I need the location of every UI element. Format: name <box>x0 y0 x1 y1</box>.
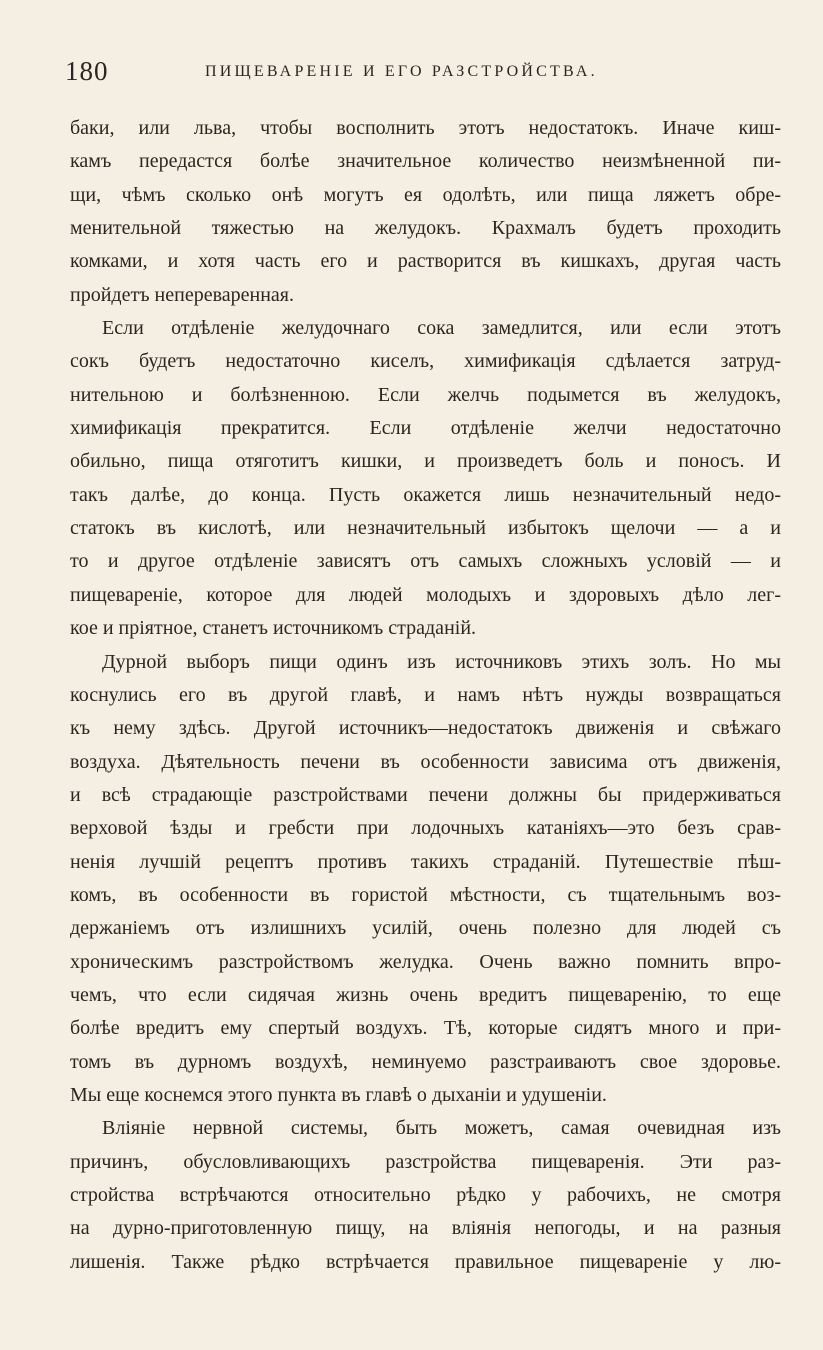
text-line: лишенія. Также рѣдко встрѣчается правильное пищевареніе у лю- <box>70 1250 781 1273</box>
text-line: хроническимъ разстройствомъ желудка. Очень важно помнить впро- <box>70 950 781 973</box>
paragraph-start-line: Вліяніе нервной системы, быть можетъ, самая очевидная изъ <box>102 1117 781 1140</box>
text-line: держаніемъ отъ излишнихъ усилій, очень полезно для людей съ <box>70 917 781 940</box>
text-line: то и другое отдѣленіе зависятъ отъ самыхъ сложныхъ условій — и <box>70 550 781 573</box>
text-line: Мы еще коснемся этого пункта въ главѣ о дыханіи и удушеніи. <box>70 1083 607 1106</box>
running-title: ПИЩЕВАРЕНІЕ И ЕГО РАЗСТРОЙСТВА. <box>205 63 598 80</box>
text-line: ненія лучшій рецептъ противъ такихъ страданій. Путешествіе пѣш- <box>70 850 781 873</box>
text-line: пройдетъ непереваренная. <box>70 283 294 306</box>
text-line: и всѣ страдающіе разстройствами печени должны бы придерживаться <box>70 783 781 806</box>
text-line: на дурно-приготовленную пищу, на вліянія непогоды, и на разныя <box>70 1217 781 1240</box>
text-line: къ нему здѣсь. Другой источникъ—недостатокъ движенія и свѣжаго <box>70 717 781 740</box>
text-line: камъ передастся болѣе значительное количество неизмѣненной пи- <box>70 150 781 173</box>
text-line: комками, и хотя часть его и растворится въ кишкахъ, другая часть <box>70 250 781 273</box>
page-number: 180 <box>65 56 109 86</box>
text-line: болѣе вредитъ ему спертый воздухъ. Тѣ, которые сидятъ много и при- <box>70 1017 781 1040</box>
paragraph-start-line: Если отдѣленіе желудочнаго сока замедлится, или если этотъ <box>102 317 781 340</box>
text-line: воздуха. Дѣятельность печени въ особенности зависима отъ движенія, <box>70 750 781 773</box>
text-line: такъ далѣе, до конца. Пусть окажется лишь незначительный недо- <box>70 483 781 506</box>
page-header <box>65 56 745 90</box>
text-line: обильно, пища отяготитъ кишки, и произведетъ боль и поносъ. И <box>70 450 781 473</box>
text-line: причинъ, обусловливающихъ разстройства пищеваренія. Эти раз- <box>70 1150 781 1173</box>
text-line: стройства встрѣчаются относительно рѣдко у рабочихъ, не смотря <box>70 1184 781 1206</box>
text-line: коснулись его въ другой главѣ, и намъ нѣтъ нужды возвращаться <box>70 683 781 706</box>
text-line: кое и пріятное, станетъ источникомъ страданій. <box>70 617 477 640</box>
text-line: томъ въ дурномъ воздухѣ, неминуемо разстраиваютъ свое здоровье. <box>70 1050 781 1073</box>
text-line: статокъ въ кислотѣ, или незначительный избытокъ щелочи — а и <box>70 517 781 540</box>
text-line: баки, или льва, чтобы восполнить этотъ недостатокъ. Иначе киш- <box>70 117 781 139</box>
text-line: чемъ, что если сидячая жизнь очень вредитъ пищеваренію, то еще <box>70 983 781 1006</box>
text-line: сокъ будетъ недостаточно киселъ, химификація сдѣлается затруд- <box>70 350 781 373</box>
body-text <box>70 112 781 1279</box>
text-line: менительной тяжестью на желудокъ. Крахмалъ будетъ проходить <box>70 217 781 240</box>
text-line: верховой ѣзды и гребсти при лодочныхъ катаніяхъ—это безъ срав- <box>70 817 781 840</box>
text-line: пищевареніе, которое для людей молодыхъ и здоровыхъ дѣло лег- <box>70 583 781 606</box>
text-line: щи, чѣмъ сколько онѣ могутъ ея одолѣть, или пища ляжетъ обре- <box>70 183 781 206</box>
text-line: комъ, въ особенности въ гористой мѣстности, съ тщательнымъ воз- <box>70 883 781 906</box>
paragraph-start-line: Дурной выборъ пищи одинъ изъ источниковъ этихъ золъ. Но мы <box>102 650 781 673</box>
text-line: нительною и болѣзненною. Если желчь подымется въ желудокъ, <box>70 383 781 406</box>
text-line: химификація прекратится. Если отдѣленіе желчи недостаточно <box>70 417 781 440</box>
